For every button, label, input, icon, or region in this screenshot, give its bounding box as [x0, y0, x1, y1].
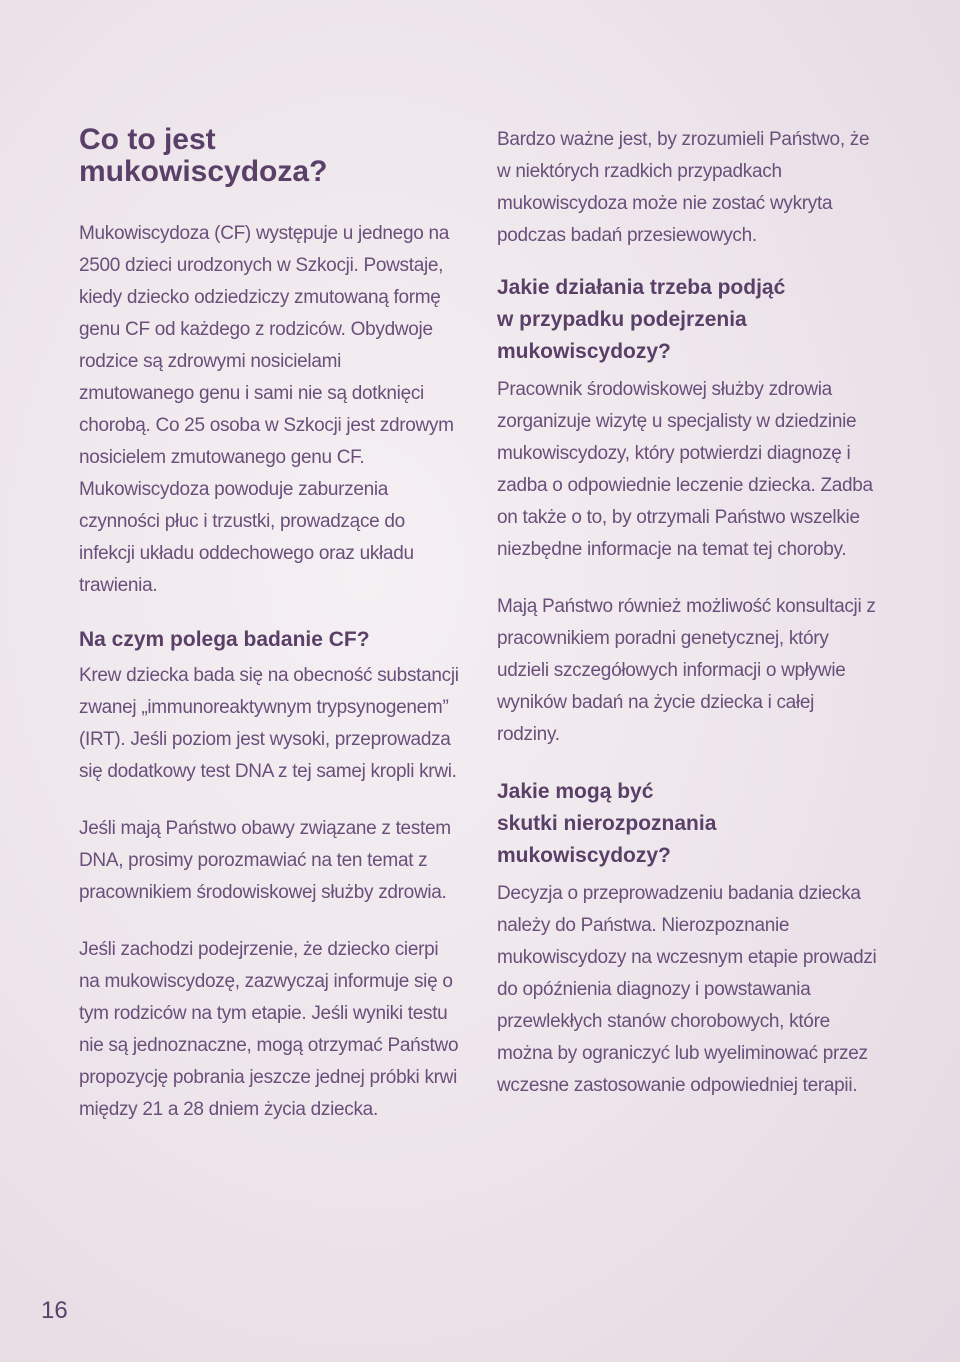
dna-paragraph: Jeśli mają Państwo obawy związane z testem DNA, prosimy porozmawiać na ten temat z pracownikiem środowiskowej służby zdrowia.	[79, 818, 451, 903]
consequences-paragraph: Decyzja o przeprowadzeniu badania dziecka należy do Państwa. Nierozpoznanie mukowiscydozy na wczesnym etapie prowadzi do opóźnienia diagnozy i powstawania przewlekłych stanów chorobowych, które można by ograniczyć lub wyeliminować przez wczesne zastosowanie odpowiedniej terapii.	[497, 883, 877, 1096]
actions-heading-line-1: Jakie działania trzeba podjąć	[497, 276, 786, 299]
important-paragraph: Bardzo ważne jest, by zrozumieli Państwo, że w niektórych rzadkich przypadkach mukowiscydoza może nie zostać wykryta podczas badań przesiewowych.	[497, 129, 870, 246]
right-column	[497, 124, 877, 1127]
consequences-heading-line-3: mukowiscydozy?	[497, 844, 671, 867]
intro-paragraph: Mukowiscydoza (CF) występuje u jednego na 2500 dzieci urodzonych w Szkocji. Powstaje, kiedy dziecko odziedziczy zmutowaną formę genu CF od każdego z rodziców. Obydwoje rodzice są zdrowymi nosicielami zmutowanego genu i sami nie są dotknięci chorobą. Co 25 osoba w Szkocji jest zdrowym nosicielem zmutowanego genu CF. Mukowiscydoza powoduje zaburzenia czynności płuc i trzustki, prowadzące do infekcji układu oddechowego oraz układu trawienia.	[79, 223, 454, 596]
page-number: 16	[41, 1297, 68, 1324]
consultation-paragraph: Mają Państwo również możliwość konsultacji z pracownikiem poradni genetycznej, który udzieli szczegółowych informacji o wpływie wyników badań na życie dziecka i całej rodziny.	[497, 596, 876, 745]
consequences-heading-line-2: skutki nierozpoznania	[497, 812, 717, 835]
suspicion-paragraph: Jeśli zachodzi podejrzenie, że dziecko cierpi na mukowiscydozę, zazwyczaj informuje się o tym rodziców na tym etapie. Jeśli wyniki testu nie są jednoznaczne, mogą otrzymać Państwo propozycję pobrania jeszcze jednej próbki krwi między 21 a 28 dniem życia dziecka.	[79, 939, 459, 1120]
consequences-heading-line-1: Jakie mogą być	[497, 780, 654, 803]
section-heading-test: Na czym polega badanie CF?	[79, 628, 370, 651]
title-line-1: Co to jest	[79, 123, 216, 156]
section-heading-actions	[497, 272, 877, 368]
title-line-2: mukowiscydoza?	[79, 155, 328, 188]
test-paragraph: Krew dziecka bada się na obecność substancji zwanej „immunoreaktywnym trypsynogenem” (IRT). Jeśli poziom jest wysoki, przeprowadza się dodatkowy test DNA z tej samej kropli krwi.	[79, 665, 459, 782]
actions-heading-line-3: mukowiscydozy?	[497, 340, 671, 363]
section-heading-consequences	[497, 776, 877, 872]
actions-heading-line-2: w przypadku podejrzenia	[497, 308, 747, 331]
page-title	[79, 124, 459, 188]
actions-paragraph: Pracownik środowiskowej służby zdrowia zorganizuje wizytę u specjalisty w dziedzinie mukowiscydozy, który potwierdzi diagnozę i zadba o odpowiednie leczenie dziecka. Zadba on także o to, by otrzymali Państwo wszelkie niezbędne informacje na temat tej choroby.	[497, 379, 873, 560]
left-column	[79, 124, 459, 1151]
